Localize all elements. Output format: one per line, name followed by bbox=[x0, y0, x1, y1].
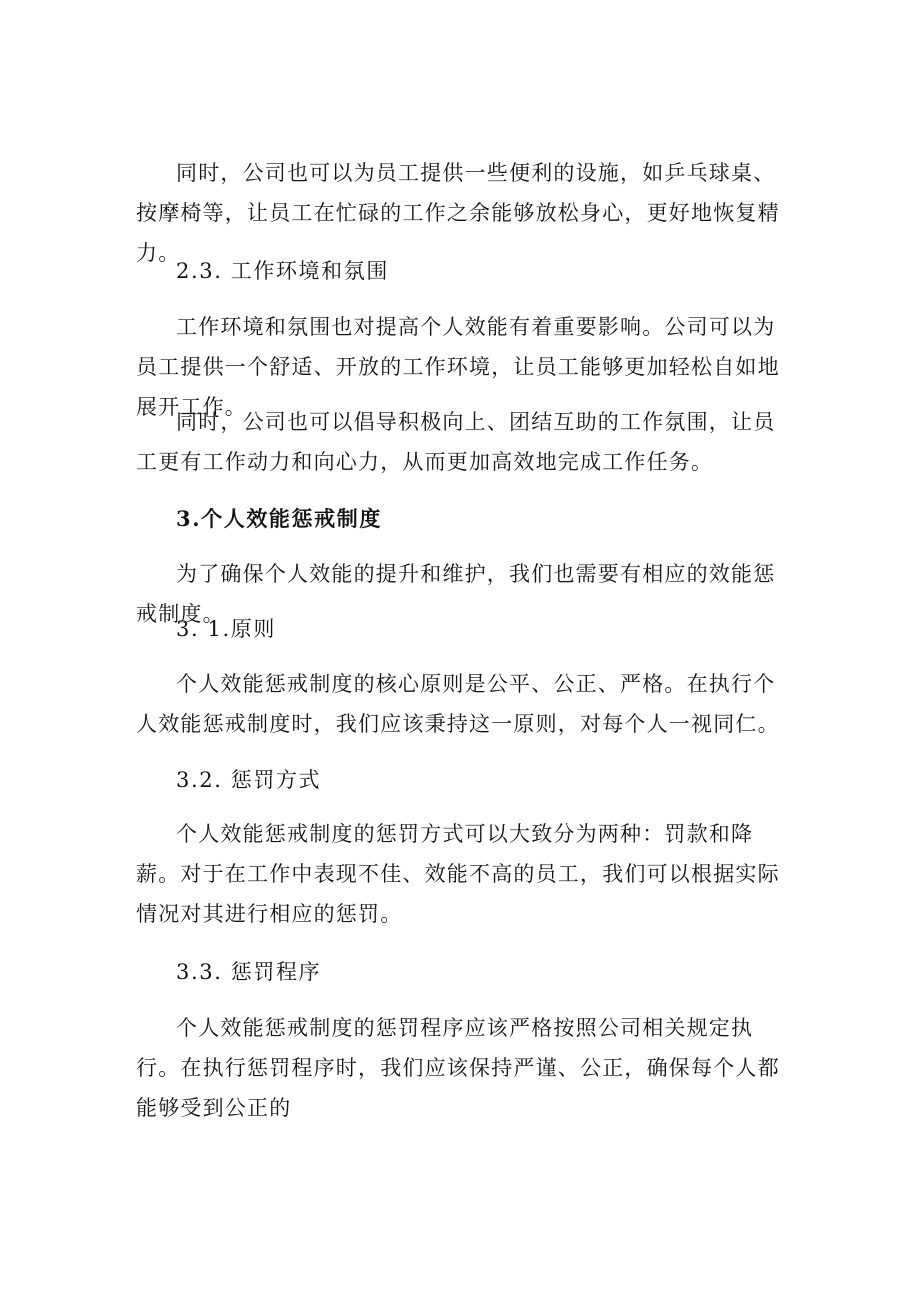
heading-2-3: 2.3. 工作环境和氛围 bbox=[176, 259, 389, 283]
heading-3-2: 3.2. 惩罚方式 bbox=[176, 768, 322, 792]
paragraph-atmosphere: 同时，公司也可以倡导积极向上、团结互助的工作氛围，让员工更有工作动力和向心力，从而更加高效地完成工作任务。 bbox=[136, 410, 776, 474]
paragraph-penalty-procedure: 个人效能惩戒制度的惩罚程序应该严格按照公司相关规定执行。在执行惩罚程序时，我们应该保持严谨、公正，确保每个人都能够受到公正的 bbox=[136, 1016, 780, 1120]
heading-3-3: 3.3. 惩罚程序 bbox=[176, 960, 322, 984]
heading-3-1: 3. 1.原则 bbox=[176, 617, 276, 641]
paragraph-environment: 工作环境和氛围也对提高个人效能有着重要影响。公司可以为员工提供一个舒适、开放的工作环境，让员工能够更加轻松自如地展开工作。 bbox=[136, 315, 780, 419]
paragraph-intro: 为了确保个人效能的提升和维护，我们也需要有相应的效能惩戒制度。 bbox=[136, 562, 776, 626]
paragraph-penalty-methods: 个人效能惩戒制度的惩罚方式可以大致分为两种：罚款和降薪。对于在工作中表现不佳、效能不高的员工，我们可以根据实际情况对其进行相应的惩罚。 bbox=[136, 822, 780, 926]
heading-3: 3.个人效能惩戒制度 bbox=[176, 506, 382, 531]
paragraph-principle: 个人效能惩戒制度的核心原则是公平、公正、严格。在执行个人效能惩戒制度时，我们应该秉持这一原则，对每个人一视同仁。 bbox=[136, 672, 780, 736]
paragraph-facilities: 同时，公司也可以为员工提供一些便利的设施，如乒乓球桌、按摩椅等，让员工在忙碌的工作之余能够放松身心，更好地恢复精力。 bbox=[136, 161, 780, 265]
